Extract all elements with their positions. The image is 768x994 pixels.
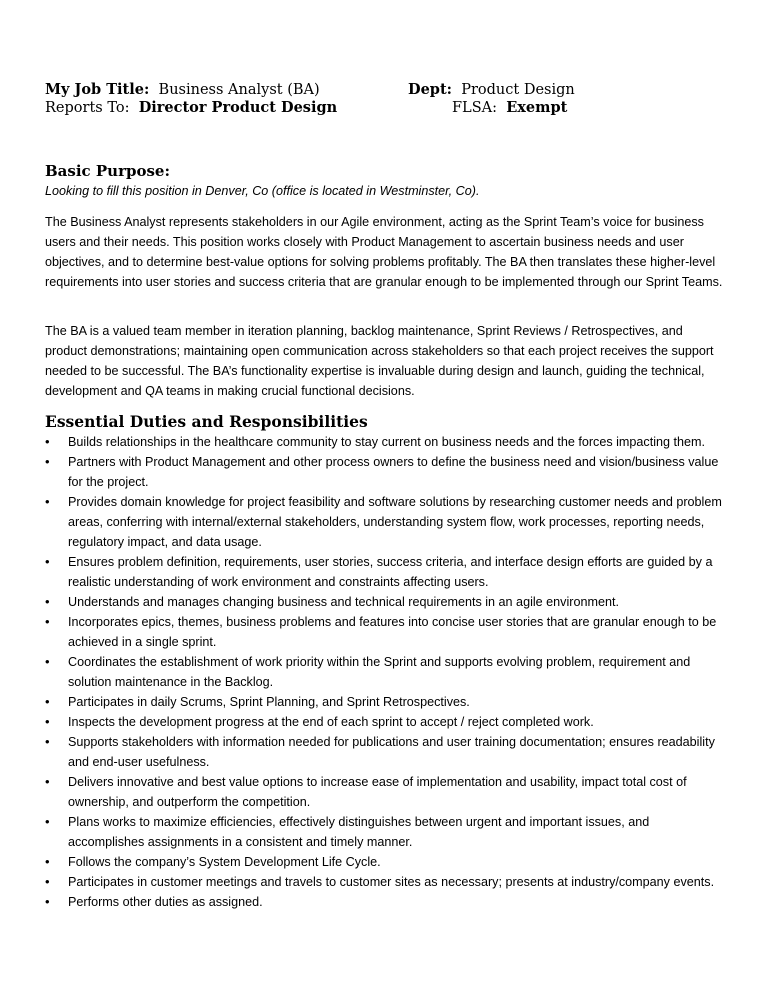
duty-text: Inspects the development progress at the end of each sprint to accept / reject completed work. — [68, 715, 594, 729]
job-title-value: Business Analyst (BA) — [158, 82, 320, 98]
duty-text: Participates in daily Scrums, Sprint Planning, and Sprint Retrospectives. — [68, 695, 470, 709]
duty-item — [45, 812, 729, 852]
duty-text: Partners with Product Management and other process owners to define the business need and vision/business value for the project. — [68, 455, 719, 489]
duty-item — [45, 872, 729, 892]
bullet-icon: • — [45, 454, 50, 469]
reports-to-row — [45, 99, 337, 117]
duty-text: Builds relationships in the healthcare community to stay current on business needs and the forces impacting them. — [68, 435, 706, 449]
duty-item — [45, 732, 729, 772]
purpose-paragraph-1: The Business Analyst represents stakeholders in our Agile environment, acting as the Sprint Team’s voice for business users and their needs. This position works closely with Product Management to ascertain business needs and user objectives, and to determine best-value options for solving problems profitably. The BA then translates these higher-level requirements into user stories and success criteria that are granular enough to be implemented through our Sprint Teams. — [45, 215, 723, 289]
duty-item — [45, 432, 729, 452]
basic-purpose-heading: Basic Purpose: — [45, 162, 171, 180]
duties-heading: Essential Duties and Responsibilities — [45, 412, 368, 431]
dept-value: Product Design — [461, 82, 575, 98]
bullet-icon: • — [45, 654, 50, 669]
duty-text: Coordinates the establishment of work priority within the Sprint and supports evolving problem, requirement and solution maintenance in the Backlog. — [68, 655, 691, 689]
flsa-label: FLSA: — [452, 100, 497, 116]
reports-to-value: Director Product Design — [138, 99, 338, 116]
location-note: Looking to fill this position in Denver, Co (office is located in Westminster, Co). — [45, 184, 480, 198]
duty-item — [45, 712, 729, 732]
flsa-row — [452, 99, 567, 117]
bullet-icon: • — [45, 714, 50, 729]
dept-label: Dept: — [408, 81, 452, 98]
bullet-icon: • — [45, 554, 50, 569]
bullet-icon: • — [45, 614, 50, 629]
purpose-paragraph-2: The BA is a valued team member in iteration planning, backlog maintenance, Sprint Reviews / Retrospectives, and product demonstrations; maintaining open communication across stakeholders so that each project receives the support needed to be successful. The BA’s functionality expertise is invaluable during design and launch, guiding the technical, development and QA teams in making crucial functional decisions. — [45, 324, 714, 398]
duty-text: Incorporates epics, themes, business problems and features into concise user stories that are granular enough to be achieved in a single sprint. — [68, 615, 717, 649]
duty-text: Follows the company’s System Development Life Cycle. — [68, 855, 381, 869]
duty-text: Delivers innovative and best value options to increase ease of implementation and usability, impact total cost of ownership, and outperform the competition. — [68, 775, 687, 809]
duty-item — [45, 772, 729, 812]
duty-item — [45, 552, 729, 592]
duties-list — [45, 432, 729, 912]
bullet-icon: • — [45, 814, 50, 829]
bullet-icon: • — [45, 694, 50, 709]
bullet-icon: • — [45, 854, 50, 869]
bullet-icon: • — [45, 434, 50, 449]
duty-item — [45, 492, 729, 552]
job-title-row — [45, 81, 320, 99]
duty-item — [45, 452, 729, 492]
bullet-icon: • — [45, 734, 50, 749]
bullet-icon: • — [45, 894, 50, 909]
duty-item — [45, 592, 729, 612]
flsa-value: Exempt — [506, 99, 568, 116]
bullet-icon: • — [45, 874, 50, 889]
duty-item — [45, 652, 729, 692]
duty-text: Participates in customer meetings and travels to customer sites as necessary; presents at industry/company events. — [68, 875, 715, 889]
duty-text: Ensures problem definition, requirements, user stories, success criteria, and interface design efforts are guided by a realistic understanding of work environment and constraints affecting users. — [68, 555, 713, 589]
bullet-icon: • — [45, 494, 50, 509]
duty-item — [45, 892, 729, 912]
bullet-icon: • — [45, 774, 50, 789]
job-title-label: My Job Title: — [45, 81, 150, 98]
reports-to-label: Reports To: — [45, 100, 130, 116]
duty-text: Performs other duties as assigned. — [68, 895, 263, 909]
duty-text: Provides domain knowledge for project feasibility and software solutions by researching customer needs and problem areas, conferring with internal/external stakeholders, understanding system flow, work processes, reporting needs, regulatory impact, and data usage. — [68, 495, 722, 549]
bullet-icon: • — [45, 594, 50, 609]
duty-text: Supports stakeholders with information needed for publications and user training documentation; ensures readability and end-user usefulness. — [68, 735, 715, 769]
dept-row — [408, 81, 575, 99]
duty-item — [45, 852, 729, 872]
duty-text: Understands and manages changing business and technical requirements in an agile environment. — [68, 595, 619, 609]
duty-item — [45, 612, 729, 652]
duty-item — [45, 692, 729, 712]
duty-text: Plans works to maximize efficiencies, effectively distinguishes between urgent and important issues, and accomplishes assignments in a consistent and timely manner. — [68, 815, 650, 849]
